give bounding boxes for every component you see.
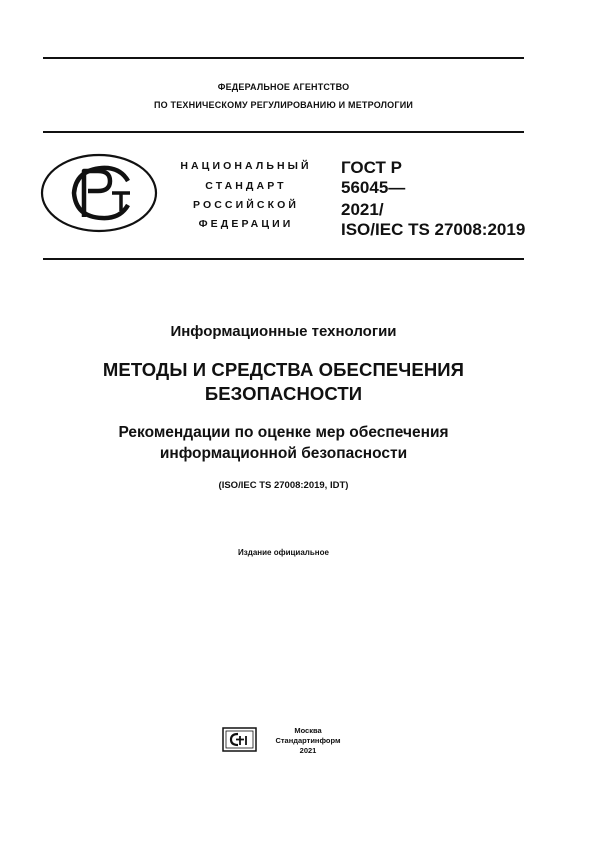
standard-label-line-2: СТАНДАРТ: [205, 180, 287, 192]
header-rule: [43, 131, 524, 133]
document-subtitle-line-1: Рекомендации по оценке мер обеспечения: [118, 424, 449, 441]
publisher-year: 2021: [299, 746, 317, 755]
document-topic: Информационные технологии: [170, 323, 397, 340]
standard-block-rule: [43, 258, 524, 260]
standartinform-logo-icon: [222, 727, 257, 752]
document-title-line-1: МЕТОДЫ И СРЕДСТВА ОБЕСПЕЧЕНИЯ: [102, 359, 465, 380]
standard-label-line-3: РОССИЙСКОЙ: [193, 199, 299, 211]
gost-designation-line-4: ISO/IEC TS 27008:2019: [341, 220, 526, 239]
idt-reference: (ISO/IEC TS 27008:2019, IDT): [218, 480, 349, 491]
publisher-name: Стандартинформ: [275, 736, 341, 745]
gost-designation-line-1: ГОСТ Р: [341, 158, 402, 177]
standard-label-line-1: НАЦИОНАЛЬНЫЙ: [180, 160, 312, 172]
document-title-line-2: БЕЗОПАСНОСТИ: [204, 383, 363, 404]
agency-line-2: ПО ТЕХНИЧЕСКОМУ РЕГУЛИРОВАНИЮ И МЕТРОЛОГИИ: [153, 100, 414, 110]
agency-line-1: ФЕДЕРАЛЬНОЕ АГЕНТСТВО: [217, 82, 350, 92]
publisher-city: Москва: [294, 726, 322, 735]
rst-certification-mark-icon: [40, 153, 158, 233]
document-subtitle-line-2: информационной безопасности: [159, 445, 408, 462]
standard-label-line-4: ФЕДЕРАЦИИ: [198, 218, 294, 230]
edition-label: Издание официальное: [238, 548, 329, 557]
gost-designation-line-2: 56045—: [341, 178, 406, 197]
gost-designation-line-3: 2021/: [341, 200, 384, 219]
top-rule: [43, 57, 524, 59]
